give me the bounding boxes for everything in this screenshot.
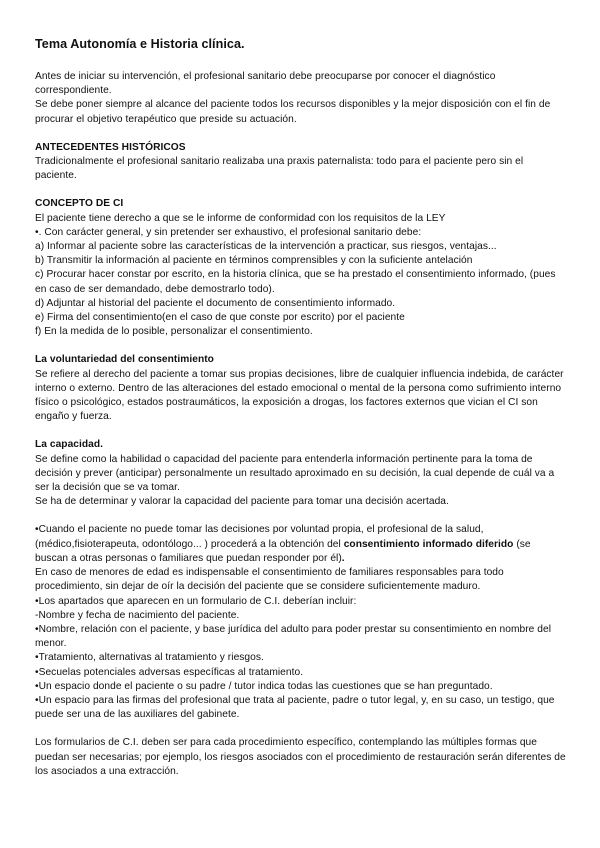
representacion-paragraph-2: En caso de menores de edad es indispensable el consentimiento de familiares responsables para todo procedimiento, sin dejar de oír la decisión del paciente que se considere suficientemente maduro. [35, 567, 504, 593]
concepto-line: a) Informar al paciente sobre las características de la intervención a practicar, sus riesgos, ventajas... [35, 241, 497, 253]
concepto-line: b) Transmitir la información al paciente en términos comprensibles y con la suficiente antelación [35, 255, 473, 267]
formulario-item: •Los apartados que aparecen en un formulario de C.I. deberían incluir: [35, 595, 357, 607]
formulario-item: •Un espacio donde el paciente o su padre / tutor indica todas las cuestiones que se han preguntado. [35, 680, 493, 692]
voluntariedad-heading: La voluntariedad del consentimiento [35, 354, 214, 366]
concepto-line: •. Con carácter general, y sin pretender ser exhaustivo, el profesional sanitario debe: [35, 226, 422, 238]
capacidad-paragraph-2: Se ha de determinar y valorar la capacidad del paciente para tomar una decisión acertada. [35, 496, 449, 508]
voluntariedad-text: Se refiere al derecho del paciente a tomar sus propias decisiones, libre de cualquier influencia indebida, de carácter interno o externo. Dentro de las alteraciones del estado emocional o mental de la persona como sufrimiento interno físico o psicológico, estados postraumáticos, la exposición a drogas, los factores externos que vician el CI son engaño y fuerza. [35, 368, 564, 423]
formulario-item: •Nombre, relación con el paciente, y base jurídica del adulto para poder prestar su consentimiento en nombre del menor. [35, 623, 552, 650]
representacion-text-pre: •Cuando el paciente no puede tomar las decisiones por voluntad propia, el profesional de la salud, (médico,fisioterapeuta, odontólogo... ) procederá a la obtención del [35, 524, 484, 550]
page-title: Tema Autonomía e Historia clínica. [35, 37, 245, 51]
representacion-text-post: (se buscan a otras personas o familiares que puedan responder por él) [35, 538, 531, 564]
antecedentes-heading: ANTECEDENTES HISTÓRICOS [35, 141, 186, 153]
intro-paragraph-1: Antes de iniciar su intervención, el profesional sanitario debe preocuparse por conocer el diagnóstico correspondiente. [35, 71, 496, 97]
concepto-line: d) Adjuntar al historial del paciente el documento de consentimiento informado. [35, 297, 396, 309]
capacidad-paragraph-1: Se define como la habilidad o capacidad del paciente para entenderla información pertinente para la toma de decisión y prever (anticipar) personalmente un resultado aproximado en su decisión, la cual depende de cuál va a ser la decisión que se va tomar. [35, 453, 555, 494]
antecedentes-text: Tradicionalmente el profesional sanitario realizaba una praxis paternalista: todo para el paciente pero sin el paciente. [35, 156, 524, 182]
capacidad-heading: La capacidad. [35, 439, 104, 451]
formularios-paragraph: Los formularios de C.I. deben ser para cada procedimiento específico, contemplando las múltiples formas que puedan ser necesarias; por ejemplo, los riesgos asociados con el procedimiento de restauración serán diferentes de los asociados a una extracción. [35, 737, 566, 777]
concepto-line: El paciente tiene derecho a que se le informe de conformidad con los requisitos de la LEY [35, 212, 446, 224]
formulario-item: •Un espacio para las firmas del profesional que trata al paciente, padre o tutor legal, y, en su caso, un testigo, que puede ser una de las auxiliares del gabinete. [35, 694, 555, 721]
consentimiento-diferido-term: consentimiento informado diferido [343, 538, 514, 550]
concepto-line: f) En la medida de lo posible, personalizar el consentimiento. [35, 326, 313, 338]
formulario-item: •Secuelas potenciales adversas específicas al tratamiento. [35, 666, 304, 678]
representacion-text-end: . [341, 552, 345, 564]
formulario-item: •Tratamiento, alternativas al tratamiento y riesgos. [35, 652, 264, 664]
concepto-line: e) Firma del consentimiento(en el caso de que conste por escrito) por el paciente [35, 312, 405, 324]
intro-paragraph-2: Se debe poner siempre al alcance del paciente todos los recursos disponibles y la mejor disposición con el fin de procurar el objetivo terapéutico que preside su actuación. [35, 99, 551, 125]
concepto-line: c) Procurar hacer constar por escrito, en la historia clínica, que se ha prestado el consentimiento informado, (pues en caso de ser demandado, debe demostrarlo todo). [35, 269, 556, 295]
concepto-heading: CONCEPTO DE CI [35, 198, 124, 210]
representacion-paragraph-1 [35, 523, 566, 566]
formulario-item: -Nombre y fecha de nacimiento del paciente. [35, 609, 240, 621]
